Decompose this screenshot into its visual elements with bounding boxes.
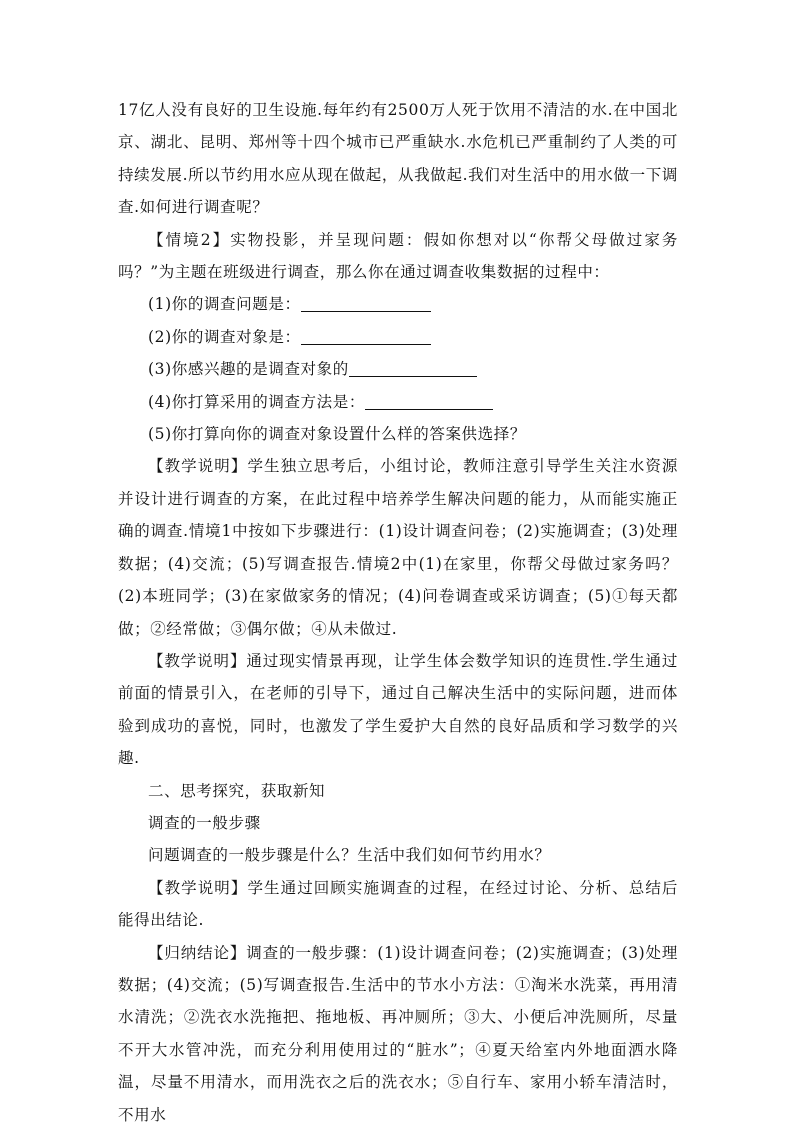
teaching-note-1: 【教学说明】学生独立思考后，小组讨论，教师注意引导学生关注水资源并设计进行调查的方案，在此过程中培养学生解决问题的能力，从而能实施正确的调查.情境1中按如下步骤进行：(1)设计调查问卷；(2)实施调查；(3)处理数据；(4)交流；(5)写调查报告.情境2中(1)在家里，你帮父母做过家务吗？(2)本班同学；(3)在家做家务的情况；(4)问卷调查或采访调查；(5)①每天都做；②经常做；③偶尔做；④从未做过. xyxy=(118,457,678,638)
question-1 xyxy=(118,288,678,320)
question-2-text: (2)你的调查对象是： xyxy=(148,327,301,346)
answer-blank-2 xyxy=(301,326,431,345)
answer-blank-3 xyxy=(349,358,477,377)
question-3 xyxy=(118,353,678,385)
question-1-text: (1)你的调查问题是： xyxy=(148,295,301,314)
teaching-note-2: 【教学说明】通过现实情景再现，让学生体会数学知识的连贯性.学生通过前面的情景引入，在老师的引导下，通过自己解决生活中的实际问题，进而体验到成功的喜悦，同时，也激发了学生爱护大自然的良好品质和学习数学的兴趣. xyxy=(118,651,678,768)
subheading: 调查的一般步骤 xyxy=(148,813,261,832)
scenario-2-paragraph: 【情境2】实物投影，并呈现问题：假如你想对以“你帮父母做过家务吗？”为主题在班级进行调查，那么你在通过调查收集数据的过程中： xyxy=(118,230,678,282)
question-2 xyxy=(118,321,678,353)
intro-paragraph: 17亿人没有良好的卫生设施.每年约有2500万人死于饮用不清洁的水.在中国北京、湖北、昆明、郑州等十四个城市已严重缺水.水危机已严重制约了人类的可持续发展.所以节约用水应从现在做起，从我做起.我们对生活中的用水做一下调查.如何进行调查呢？ xyxy=(118,101,678,217)
section-heading: 二、思考探究，获取新知 xyxy=(148,781,326,800)
question-4 xyxy=(118,386,678,418)
document-page xyxy=(118,94,678,1131)
question-4-text: (4)你打算采用的调查方法是： xyxy=(148,392,365,411)
problem-question: 问题调查的一般步骤是什么？生活中我们如何节约用水？ xyxy=(148,846,551,865)
question-3-text: (3)你感兴趣的是调查对象的 xyxy=(148,360,349,379)
question-5: (5)你打算向你的调查对象设置什么样的答案供选择？ xyxy=(148,425,526,444)
teaching-note-3: 【教学说明】学生通过回顾实施调查的过程，在经过讨论、分析、总结后能得出结论. xyxy=(118,878,678,930)
conclusion-paragraph: 【归纳结论】调查的一般步骤：(1)设计调查问卷；(2)实施调查；(3)处理数据；(4)交流；(5)写调查报告.生活中的节水小方法：①淘米水洗菜，再用清水清洗；②洗衣水洗拖把、拖地板、再冲厕所；③大、小便后冲洗厕所，尽量不开大水管冲洗，而充分利用使用过的“脏水”；④夏天给室内外地面洒水降温，尽量不用清水，而用洗衣之后的洗衣水；⑤自行车、家用小轿车清洁时，不用水 xyxy=(118,943,678,1124)
answer-blank-4 xyxy=(365,391,493,410)
answer-blank-1 xyxy=(301,293,431,312)
